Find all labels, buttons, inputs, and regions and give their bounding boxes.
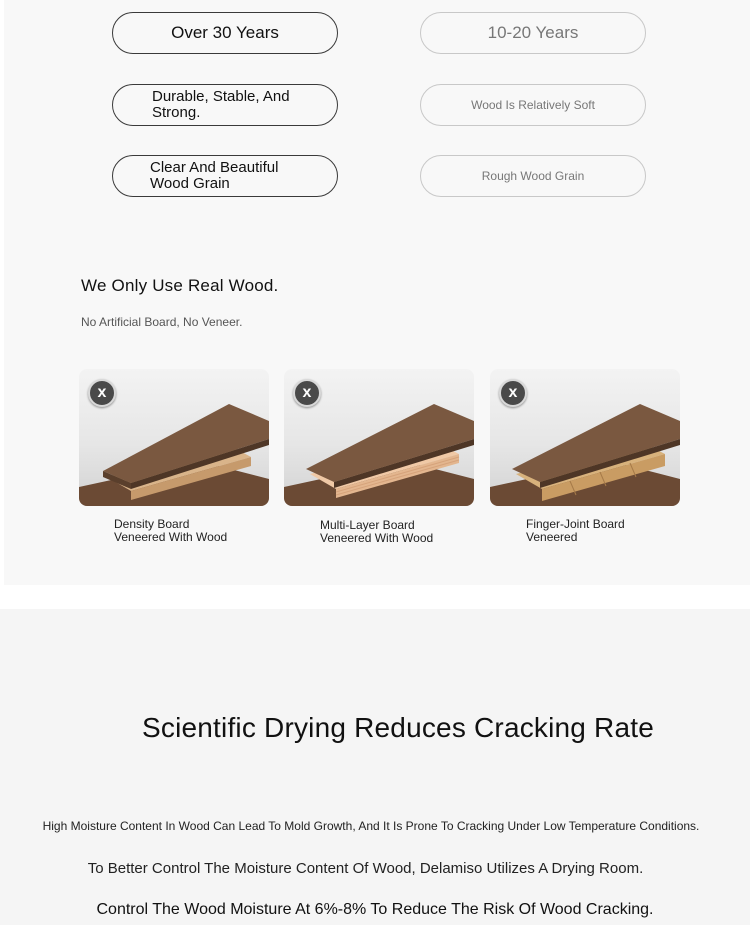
drying-paragraph-2: To Better Control The Moisture Content Of Wood, Delamiso Utilizes A Drying Room. <box>87 860 644 877</box>
board-label-density: Density Board Veneered With Wood <box>114 517 228 544</box>
reject-x-icon: x <box>88 379 116 407</box>
pill-label: Over 30 Years <box>171 23 279 43</box>
pill-rough-grain <box>420 155 646 197</box>
board-card-finger-joint <box>490 369 680 506</box>
board-label-finger-joint: Finger-Joint Board Veneered <box>526 517 625 544</box>
board-card-density <box>79 369 269 506</box>
pill-label: 10-20 Years <box>487 23 579 43</box>
drying-paragraph-3: Control The Wood Moisture At 6%-8% To Reduce The Risk Of Wood Cracking. <box>96 901 654 918</box>
drying-section <box>0 609 750 925</box>
drying-paragraph-1: High Moisture Content In Wood Can Lead To Mold Growth, And It Is Prone To Cracking Under Low Temperature Conditions. <box>42 819 700 833</box>
pill-label: Wood Is Relatively Soft <box>471 97 595 112</box>
real-wood-subtitle: No Artificial Board, No Veneer. <box>81 315 243 329</box>
section-divider <box>0 585 750 609</box>
board-label-multilayer: Multi-Layer Board Veneered With Wood <box>320 518 434 545</box>
reject-x-icon: x <box>293 379 321 407</box>
pill-10-20-years <box>420 12 646 54</box>
pill-label: Rough Wood Grain <box>481 168 585 183</box>
pill-label: Durable, Stable, And Strong. <box>152 88 290 121</box>
pill-durable <box>112 84 338 126</box>
pill-over-30-years <box>112 12 338 54</box>
drying-title: Scientific Drying Reduces Cracking Rate <box>142 712 655 743</box>
board-card-multilayer <box>284 369 474 506</box>
pill-label: Clear And Beautiful Wood Grain <box>150 159 279 192</box>
reject-x-icon: x <box>499 379 527 407</box>
real-wood-title: We Only Use Real Wood. <box>81 276 279 295</box>
pill-clear-grain <box>112 155 338 197</box>
pill-soft-wood <box>420 84 646 126</box>
